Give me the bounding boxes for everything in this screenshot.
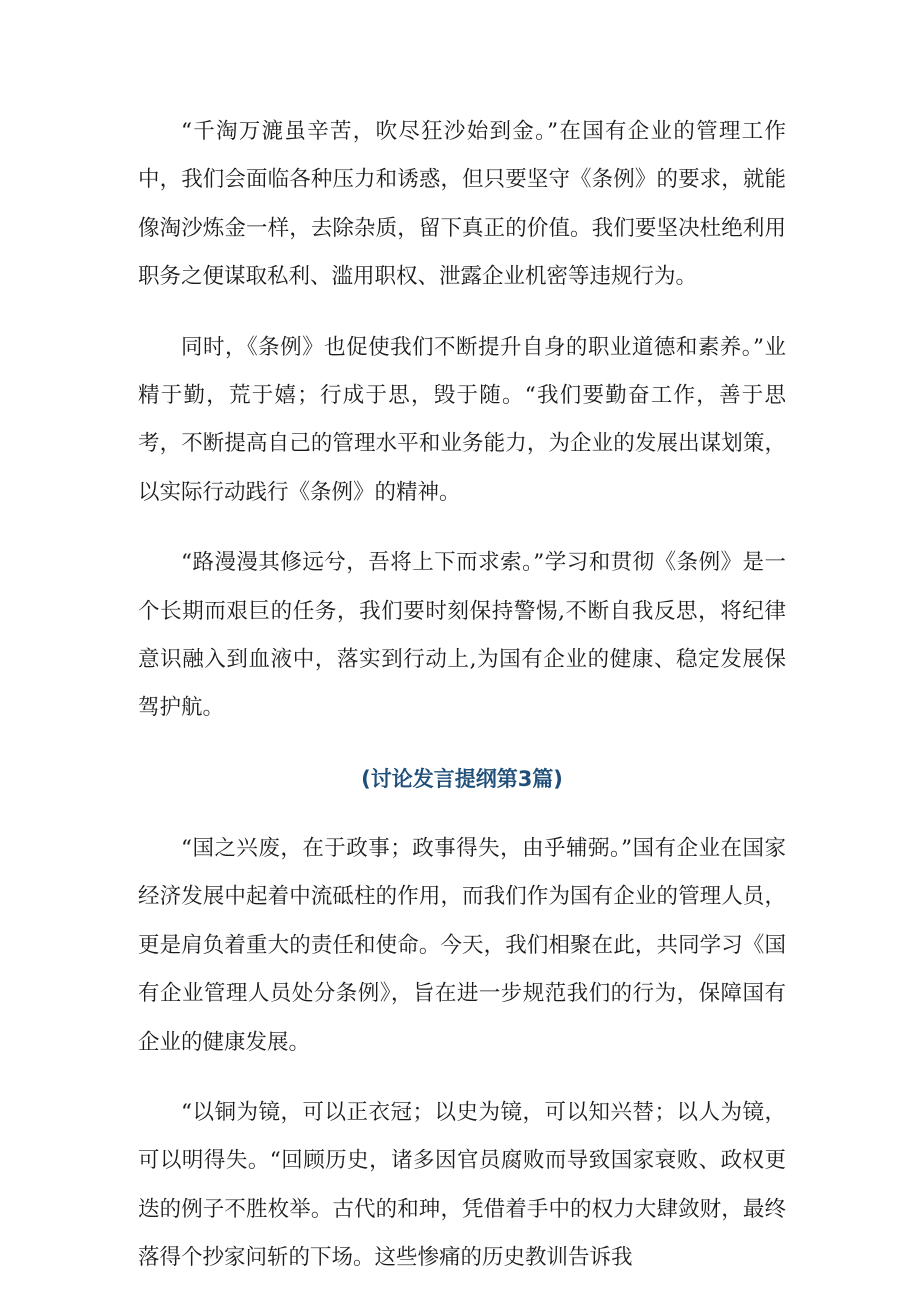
- paragraph-1: “千淘万漉虽辛苦，吹尽狂沙始到金。”在国有企业的管理工作中，我们会面临各种压力和诱惑，但只要坚守《条例》的要求，就能像淘沙炼金一样，去除杂质，留下真正的价值。我们要坚决杜绝利用职务之便谋取私利、滥用职权、泄露企业机密等违规行为。: [138, 119, 786, 290]
- section-heading: (讨论发言提纲第3篇): [361, 766, 563, 791]
- paragraph-5: “以铜为镜，可以正衣冠；以史为镜，可以知兴替；以人为镜，可以明得失。“回顾历史，诸多因官员腐败而导致国家衰败、政权更迭的例子不胜枚举。古代的和珅，凭借着手中的权力大肆敛财，最终落得个抄家问斩的下场。这些惨痛的历史教训告诉我: [138, 1099, 786, 1271]
- paragraph-4: “国之兴废，在于政事；政事得失，由乎辅弼。”国有企业在国家经济发展中起着中流砥柱的作用，而我们作为国有企业的管理人员，更是肩负着重大的责任和使命。今天，我们相聚在此，共同学习《国有企业管理人员处分条例》，旨在进一步规范我们的行为，保障国有企业的健康发展。: [138, 835, 786, 1055]
- paragraph-2: 同时，《条例》也促使我们不断提升自身的职业道德和素养。”业精于勤，荒于嬉；行成于思，毁于随。“我们要勤奋工作，善于思考，不断提高自己的管理水平和业务能力，为企业的发展出谋划策，以实际行动践行《条例》的精神。: [138, 334, 786, 505]
- paragraph-3: “路漫漫其修远兮，吾将上下而求索。”学习和贯彻《条例》是一个长期而艰巨的任务，我们要时刻保持警惕,不断自我反思，将纪律意识融入到血液中，落实到行动上,为国有企业的健康、稳定发展保驾护航。: [138, 550, 786, 721]
- document-body: [138, 108, 786, 1305]
